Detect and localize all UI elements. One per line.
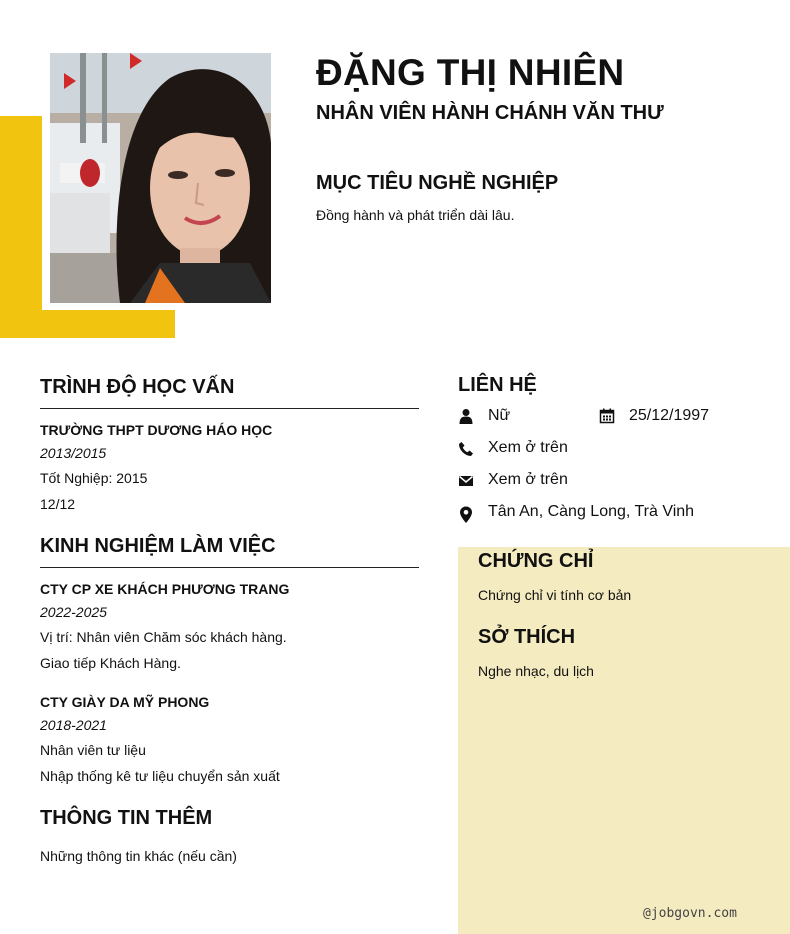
job-detail: Nhập thống kê tư liệu chuyển sản xuất	[40, 768, 280, 784]
education-line: 12/12	[40, 496, 76, 512]
contact-heading: LIÊN HỆ	[458, 374, 537, 396]
job-detail: Nhân viên tư liệu	[40, 742, 146, 758]
contact-address: Tân An, Càng Long, Trà Vinh	[488, 503, 695, 520]
certificates-text: Chứng chỉ vi tính cơ bản	[478, 587, 632, 603]
contact-email: Xem ở trên	[488, 471, 568, 488]
job-company: CTY CP XE KHÁCH PHƯƠNG TRANG	[40, 581, 290, 597]
contact-phone: Xem ở trên	[488, 439, 568, 456]
hobbies-heading: SỞ THÍCH	[478, 626, 576, 648]
education-divider	[40, 408, 419, 409]
objective-heading: MỤC TIÊU NGHỀ NGHIỆP	[316, 172, 559, 194]
contact-gender: Nữ	[488, 407, 511, 424]
additional-info-heading: THÔNG TIN THÊM	[40, 807, 213, 829]
profile-photo	[50, 53, 271, 303]
certificates-heading: CHỨNG CHỈ	[478, 550, 594, 572]
accent-block-vertical	[0, 116, 42, 338]
accent-block-horizontal	[0, 310, 175, 338]
education-line: Tốt Nghiệp: 2015	[40, 470, 148, 486]
job-period: 2018-2021	[40, 717, 107, 733]
job-company: CTY GIÀY DA MỸ PHONG	[40, 694, 210, 710]
sidebar-panel	[458, 547, 790, 934]
education-period: 2013/2015	[40, 445, 107, 461]
job-detail: Vị trí: Nhân viên Chăm sóc khách hàng.	[40, 629, 287, 645]
objective-text: Đồng hành và phát triển dài lâu.	[316, 207, 515, 223]
job-period: 2022-2025	[40, 604, 107, 620]
mail-icon	[458, 473, 474, 489]
experience-divider	[40, 567, 419, 568]
hobbies-text: Nghe nhạc, du lịch	[478, 663, 594, 679]
watermark-text: @jobgovn.com	[643, 906, 737, 921]
phone-icon	[458, 441, 474, 457]
job-title: NHÂN VIÊN HÀNH CHÁNH VĂN THƯ	[316, 102, 664, 124]
location-pin-icon	[458, 505, 474, 523]
education-school: TRƯỜNG THPT DƯƠNG HÁO HỌC	[40, 422, 273, 438]
job-detail: Giao tiếp Khách Hàng.	[40, 655, 181, 671]
person-icon	[458, 408, 474, 424]
calendar-icon	[599, 408, 615, 424]
education-heading: TRÌNH ĐỘ HỌC VẤN	[40, 376, 235, 398]
experience-heading: KINH NGHIỆM LÀM VIỆC	[40, 535, 276, 557]
contact-birthday: 25/12/1997	[629, 407, 710, 424]
candidate-name: ĐẶNG THỊ NHIÊN	[316, 52, 625, 93]
additional-info-text: Những thông tin khác (nếu cần)	[40, 848, 237, 864]
